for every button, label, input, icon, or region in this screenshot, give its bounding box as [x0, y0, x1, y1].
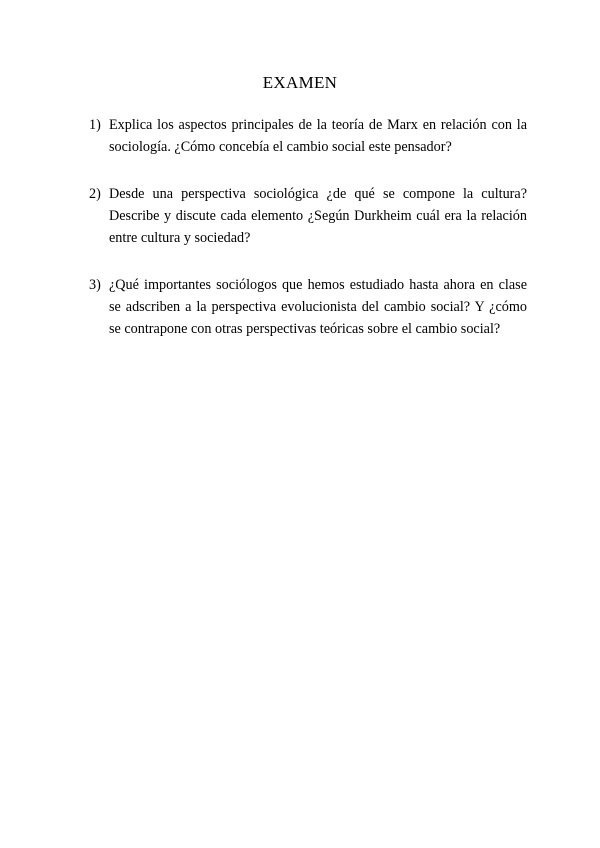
question-text: ¿Qué importantes sociólogos que hemos estudiado hasta ahora en clase se adscriben a la perspectiva evolucionista del cambio social? Y ¿cómo se contrapone con otras perspectivas teóricas sobre el cambio social? — [109, 277, 527, 337]
question-number: 1) — [89, 117, 101, 133]
question-text: Desde una perspectiva sociológica ¿de qué se compone la cultura? Describe y discute cada elemento ¿Según Durkheim cuál era la relación entre cultura y sociedad? — [109, 186, 527, 246]
page-title: EXAMEN — [262, 73, 338, 92]
question-item — [89, 114, 527, 158]
question-item — [89, 183, 527, 249]
question-number: 2) — [89, 186, 101, 202]
question-text: Explica los aspectos principales de la teoría de Marx en relación con la sociología. ¿Cómo concebía el cambio social este pensador? — [109, 117, 527, 155]
question-item — [89, 274, 527, 340]
question-number: 3) — [89, 277, 101, 293]
